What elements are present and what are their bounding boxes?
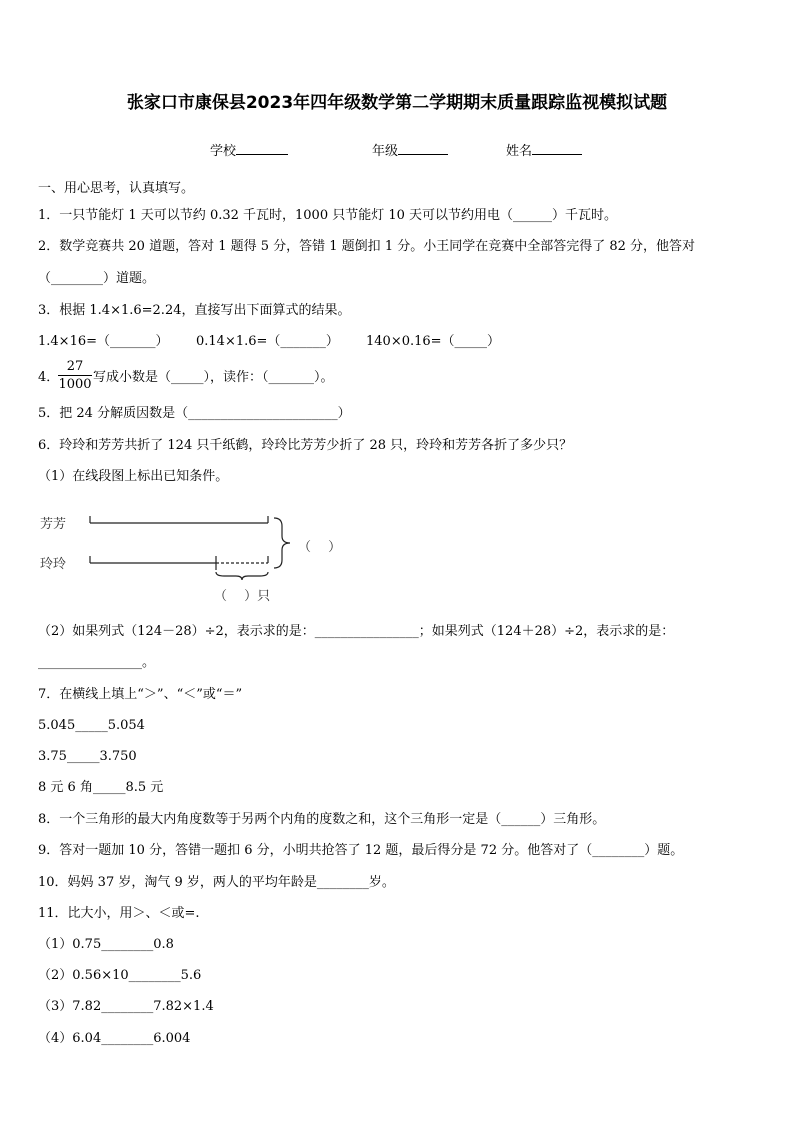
question-3: 3．根据 1.4×1.6=2.24，直接写出下面算式的结果。 [38,303,351,318]
total-brace [274,518,290,568]
fraction-numerator: 27 [66,359,84,374]
question-3-c: 140×0.16=（_____） [366,334,501,349]
fraction-denominator: 1000 [58,377,92,392]
question-7-b: 3.75_____3.750 [38,749,137,764]
total-brace-label: （ ） [298,540,342,555]
question-7-a: 5.045_____5.054 [38,718,145,733]
question-4-number: 4． [38,370,60,385]
question-11-3: （3）7.82________7.82×1.4 [38,999,214,1014]
question-3-b: 0.14×1.6=（_______） [196,334,339,349]
question-6-part-1: （1）在线段图上标出已知条件。 [38,469,229,484]
diagram-label-fangfang: 芳芳 [40,517,67,532]
question-4: 写成小数是（_____），读作：（_______）。 [93,370,334,385]
diagram-label-lingling: 玲玲 [40,557,67,572]
question-2-line-2: （________）道题。 [38,271,156,286]
page-title: 张家口市康保县2023年四年级数学第二学期期末质量跟踪监视模拟试题 [126,93,668,113]
question-3-a: 1.4×16=（_______） [38,334,169,349]
question-11-2: （2）0.56×10________5.6 [38,968,202,983]
question-7: 7．在横线上填上“＞”、“＜”或“＝” [38,687,243,702]
difference-label: （ ）只 [214,589,271,604]
question-5: 5．把 24 分解质因数是（_______________________） [38,406,351,421]
question-11: 11．比大小，用＞、＜或=. [38,906,200,921]
question-8: 8．一个三角形的最大内角度数等于另两个内角的度数之和，这个三角形一定是（______）三角形。 [38,812,606,827]
question-11-4: （4）6.04________6.004 [38,1031,191,1046]
question-6-part-2-line-1: （2）如果列式（124－28）÷2，表示求的是：________________；如果列式（124＋28）÷2，表示求的是： [38,624,675,639]
difference-brace [216,572,268,580]
question-1: 1．一只节能灯 1 天可以节约 0.32 千瓦时，1000 只节能灯 10 天可以节约用电（______）千瓦时。 [38,208,618,223]
name-label: 姓名 [506,144,533,159]
question-9: 9．答对一题加 10 分，答错一题扣 6 分，小明共抢答了 12 题，最后得分是 72 分。他答对了（________）题。 [38,843,684,858]
question-7-c: 8 元 6 角_____8.5 元 [38,780,164,795]
question-6: 6．玲玲和芳芳共折了 124 只千纸鹤，玲玲比芳芳少折了 28 只，玲玲和芳芳各折了多少只？ [38,438,573,453]
section-heading: 一、用心思考，认真填写。 [38,181,195,196]
question-2-line-1: 2．数学竞赛共 20 道题，答对 1 题得 5 分，答错 1 题倒扣 1 分。小王同学在竞赛中全部答完得了 82 分，他答对 [38,239,696,254]
school-label: 学校 [210,144,237,159]
question-11-1: （1）0.75________0.8 [38,937,174,952]
question-6-part-2-line-2: ________________。 [38,655,156,670]
grade-label: 年级 [372,144,399,159]
question-10: 10．妈妈 37 岁，淘气 9 岁，两人的平均年龄是________岁。 [38,875,395,890]
